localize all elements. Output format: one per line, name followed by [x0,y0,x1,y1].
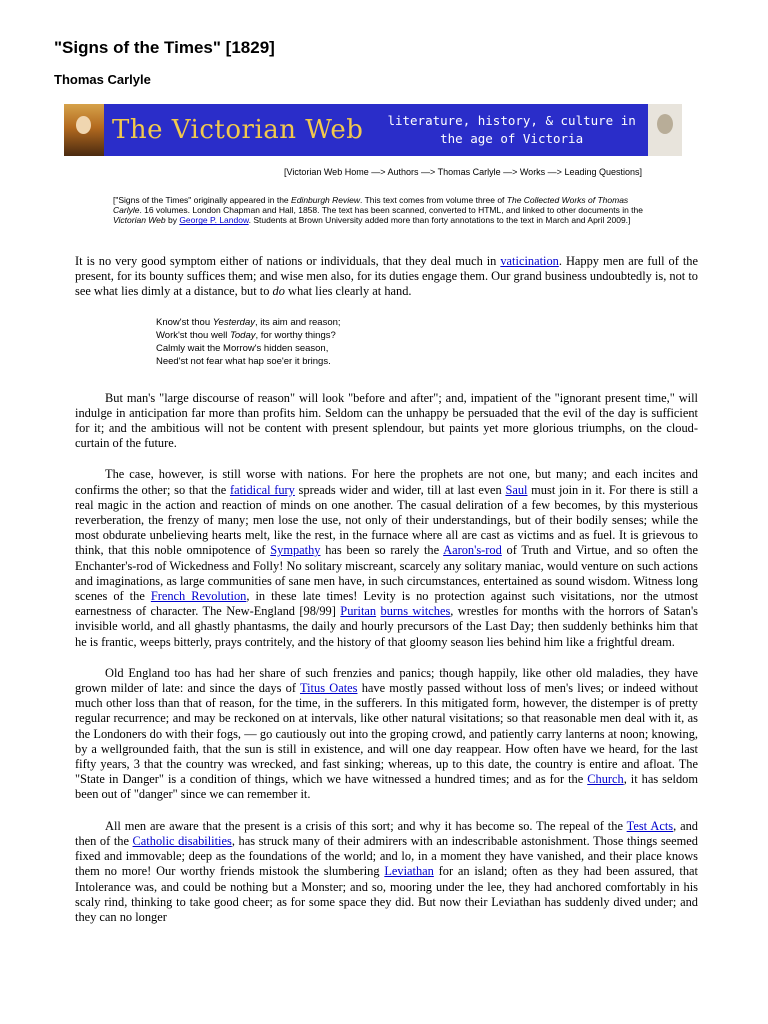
paragraph-text: must join in it. For there is still a real magic in the action and reaction of minds on one another. The casual deliration of a few becomes, by this mysterious reverberation, the frenzy of many; men lose the use, not only of their understandings, but of their bodily senses; while the most obdurate unbelieving hearts melt, like the rest, in the furnace where all are cast as victims and as fuel. It is grievous to think, that this noble omnipotence of [75,482,698,558]
poem-text: , its aim and reason; [255,316,341,328]
poem-text: Work'st thou well [156,329,230,341]
paragraph-text: have mostly passed without loss of men's lives; or indeed without much other loss than that of reason, for the time, in the sufferers. In this mitigated form, however, the distemper is of pretty regular recurrence; and may be reckoned on at intervals, like other natural visitations; so that reasonable men deal with it, as the Londoners do with their fogs, — go cautiously out into the groping crowd, and patiently carry lanterns at noon; knowing, by a wellgrounded faith, that the sun is still in existence, and will one day reappear. How often have we heard, for the last fifty years, 3 that the country was wrecked, and fast sinking; whereas, up to this date, the country is entire and afloat. The "State in Danger" is a condition of things, which we have witnessed a hundred times; and as for the [75,681,699,787]
paragraph-text: All men are aware that the present is a crisis of this sort; and why it has become so. The repeal of the [105,818,627,833]
paragraph-text: The case, however, is still worse with nations. For here the prophets are not one, but many; and each incites and confirms the other; so that the [75,467,698,497]
link-burns-witches[interactable]: burns witches [380,604,451,619]
paragraph-text: of Truth and Virtue, and so often the Enchanter's-rod of Wickedness and Folly! No solitary miscreant, scarcely any solitary maniac, would venture on such actions and imaginations, as large communities of sane men have, in such circumstances, entertained as sound wisdom. Witness long scenes of the [75,543,698,604]
link-vaticination[interactable]: vaticination [500,254,559,268]
paragraph-text: Old England too has had her share of such frenzies and panics; though happily, like other old maladies, they have grown milder of late: and since the days of [75,665,698,696]
site-tagline [387,112,635,148]
link-saul[interactable]: Saul [505,482,528,497]
paragraph-text: , it has seldom been out of "danger" since we can remember it. [75,772,698,802]
breadcrumb[interactable]: [Victorian Web Home —> Authors —> Thomas Carlyle —> Works —> Leading Questions] [284,167,642,177]
poem-line-1 [156,316,698,329]
paragraph-text: for an island; often as they had been assured, that Intolerance was, and could be nothing but a Monster; and so, mooring under the lee, they had anchored comfortably in his scaly rind, thinking to take good cheer; as for some space they did. But now their Leviathan has suddenly dived under; and they can no longer [75,864,699,924]
poem-quote [156,316,698,368]
paragraph-text: has been so rarely the [320,543,444,558]
paragraph-3 [75,467,698,649]
note-text: . Students at Brown University added more than forty annotations to the text in March and April 2009.] [248,215,631,226]
link-test-acts[interactable]: Test Acts [626,818,674,833]
link-church[interactable]: Church [587,772,624,787]
link-titus-oates[interactable]: Titus Oates [299,681,358,696]
link-puritan[interactable]: Puritan [340,604,377,619]
poem-emphasis: Yesterday [212,316,255,328]
note-title-collected-works: The Collected Works of Thomas Carlyle [113,195,629,216]
queen-victoria-portrait [64,104,104,156]
link-leviathan[interactable]: Leviathan [384,864,434,879]
note-title-edinburgh-review: Edinburgh Review [291,195,361,205]
poem-text: , for worthy things? [255,329,336,341]
paragraph-text: , and then of the [75,818,698,848]
link-french-revolution[interactable]: French Revolution [150,589,247,604]
paragraph-text: It is no very good symptom either of nations or individuals, that they deal much in [75,254,501,268]
paragraph-text: , in these late times! Levity is no protection against such visitations, nor the utmost earnestness of character. The New-England [98/99] [75,589,699,619]
paragraph-text: what lies clearly at hand. [284,284,412,299]
poem-line-3: Calmly wait the Morrow's hidden season, [156,342,329,354]
emphasis-do: do [272,284,285,299]
paragraph-2: But man's "large discourse of reason" will look "before and after"; and, impatient of the "ignorant present time," will indulge in anticipation far more than profits him. Seldom can the unhappy be persuaded that the evil of the day is sufficient for it; and the ambitious will not be content with present splendour, but paints yet more glorious triumphs, on the cloud-curtain of the future. [75,390,698,451]
paragraph-text: , wrestles for months with the horrors of Satan's invisible world, and all ghastly phantasms, the daily and hourly precursors of the Last Day; then suddenly bethinks him that he is frantic, weeps bitterly, prays contritely, and the history of that gloomy season lies behind him like a frightful dream. [75,604,698,649]
paragraph-4 [75,666,698,803]
site-logo: The Victorian Web [112,115,364,145]
paragraph-text: , has struck many of their admirers with an indescribable astonishment. Those things seemed fixed and immovable; deep as the foundations of the world; and lo, in a moment they have vanished, and their place knows them no more! Our worthy friends mistook the slumbering [75,833,698,879]
source-note [113,195,643,226]
poem-text: Know'st thou [156,316,213,328]
note-text: ["Signs of the Times" originally appeared in the [113,195,292,205]
essay-body [75,254,698,941]
poem-line-4: Need'st not fear what hap soe'er it brings. [156,355,331,367]
poem-emphasis: Today [229,329,256,341]
link-aarons-rod[interactable]: Aaron's-rod [443,543,502,558]
link-george-landow[interactable]: George P. Landow [179,215,249,226]
note-text: . This text comes from volume three of [360,195,507,205]
note-text: by [165,215,180,226]
victorian-web-banner[interactable] [64,104,682,156]
paragraph-1 [75,254,698,300]
paragraph-5 [75,819,698,925]
link-sympathy[interactable]: Sympathy [270,543,321,558]
paragraph-text: . Happy men are full of the present, for its bounty suffices them; and wise men also, for its duties engage them. Our grand business undoubtedly is, not to see what lies dimly at a distance, but to [75,254,698,299]
link-catholic-disabilities[interactable]: Catholic disabilities [132,833,232,848]
link-fatidical-fury[interactable]: fatidical fury [229,482,295,497]
paragraph-text: spreads wider and wider, till at last even [294,482,506,497]
tagline-line-1: literature, history, & culture in [387,113,636,128]
tagline-line-2: the age of Victoria [440,131,584,146]
note-text: . 16 volumes. London Chapman and Hall, 1858. The text has been scanned, converted to HTML, and linked to other documents in the [139,205,643,216]
author-name: Thomas Carlyle [54,72,151,87]
poem-line-2 [156,329,698,342]
page-title: "Signs of the Times" [1829] [54,38,275,57]
note-title-victorian-web: Victorian Web [113,215,166,226]
victoria-bust-image [648,104,682,156]
